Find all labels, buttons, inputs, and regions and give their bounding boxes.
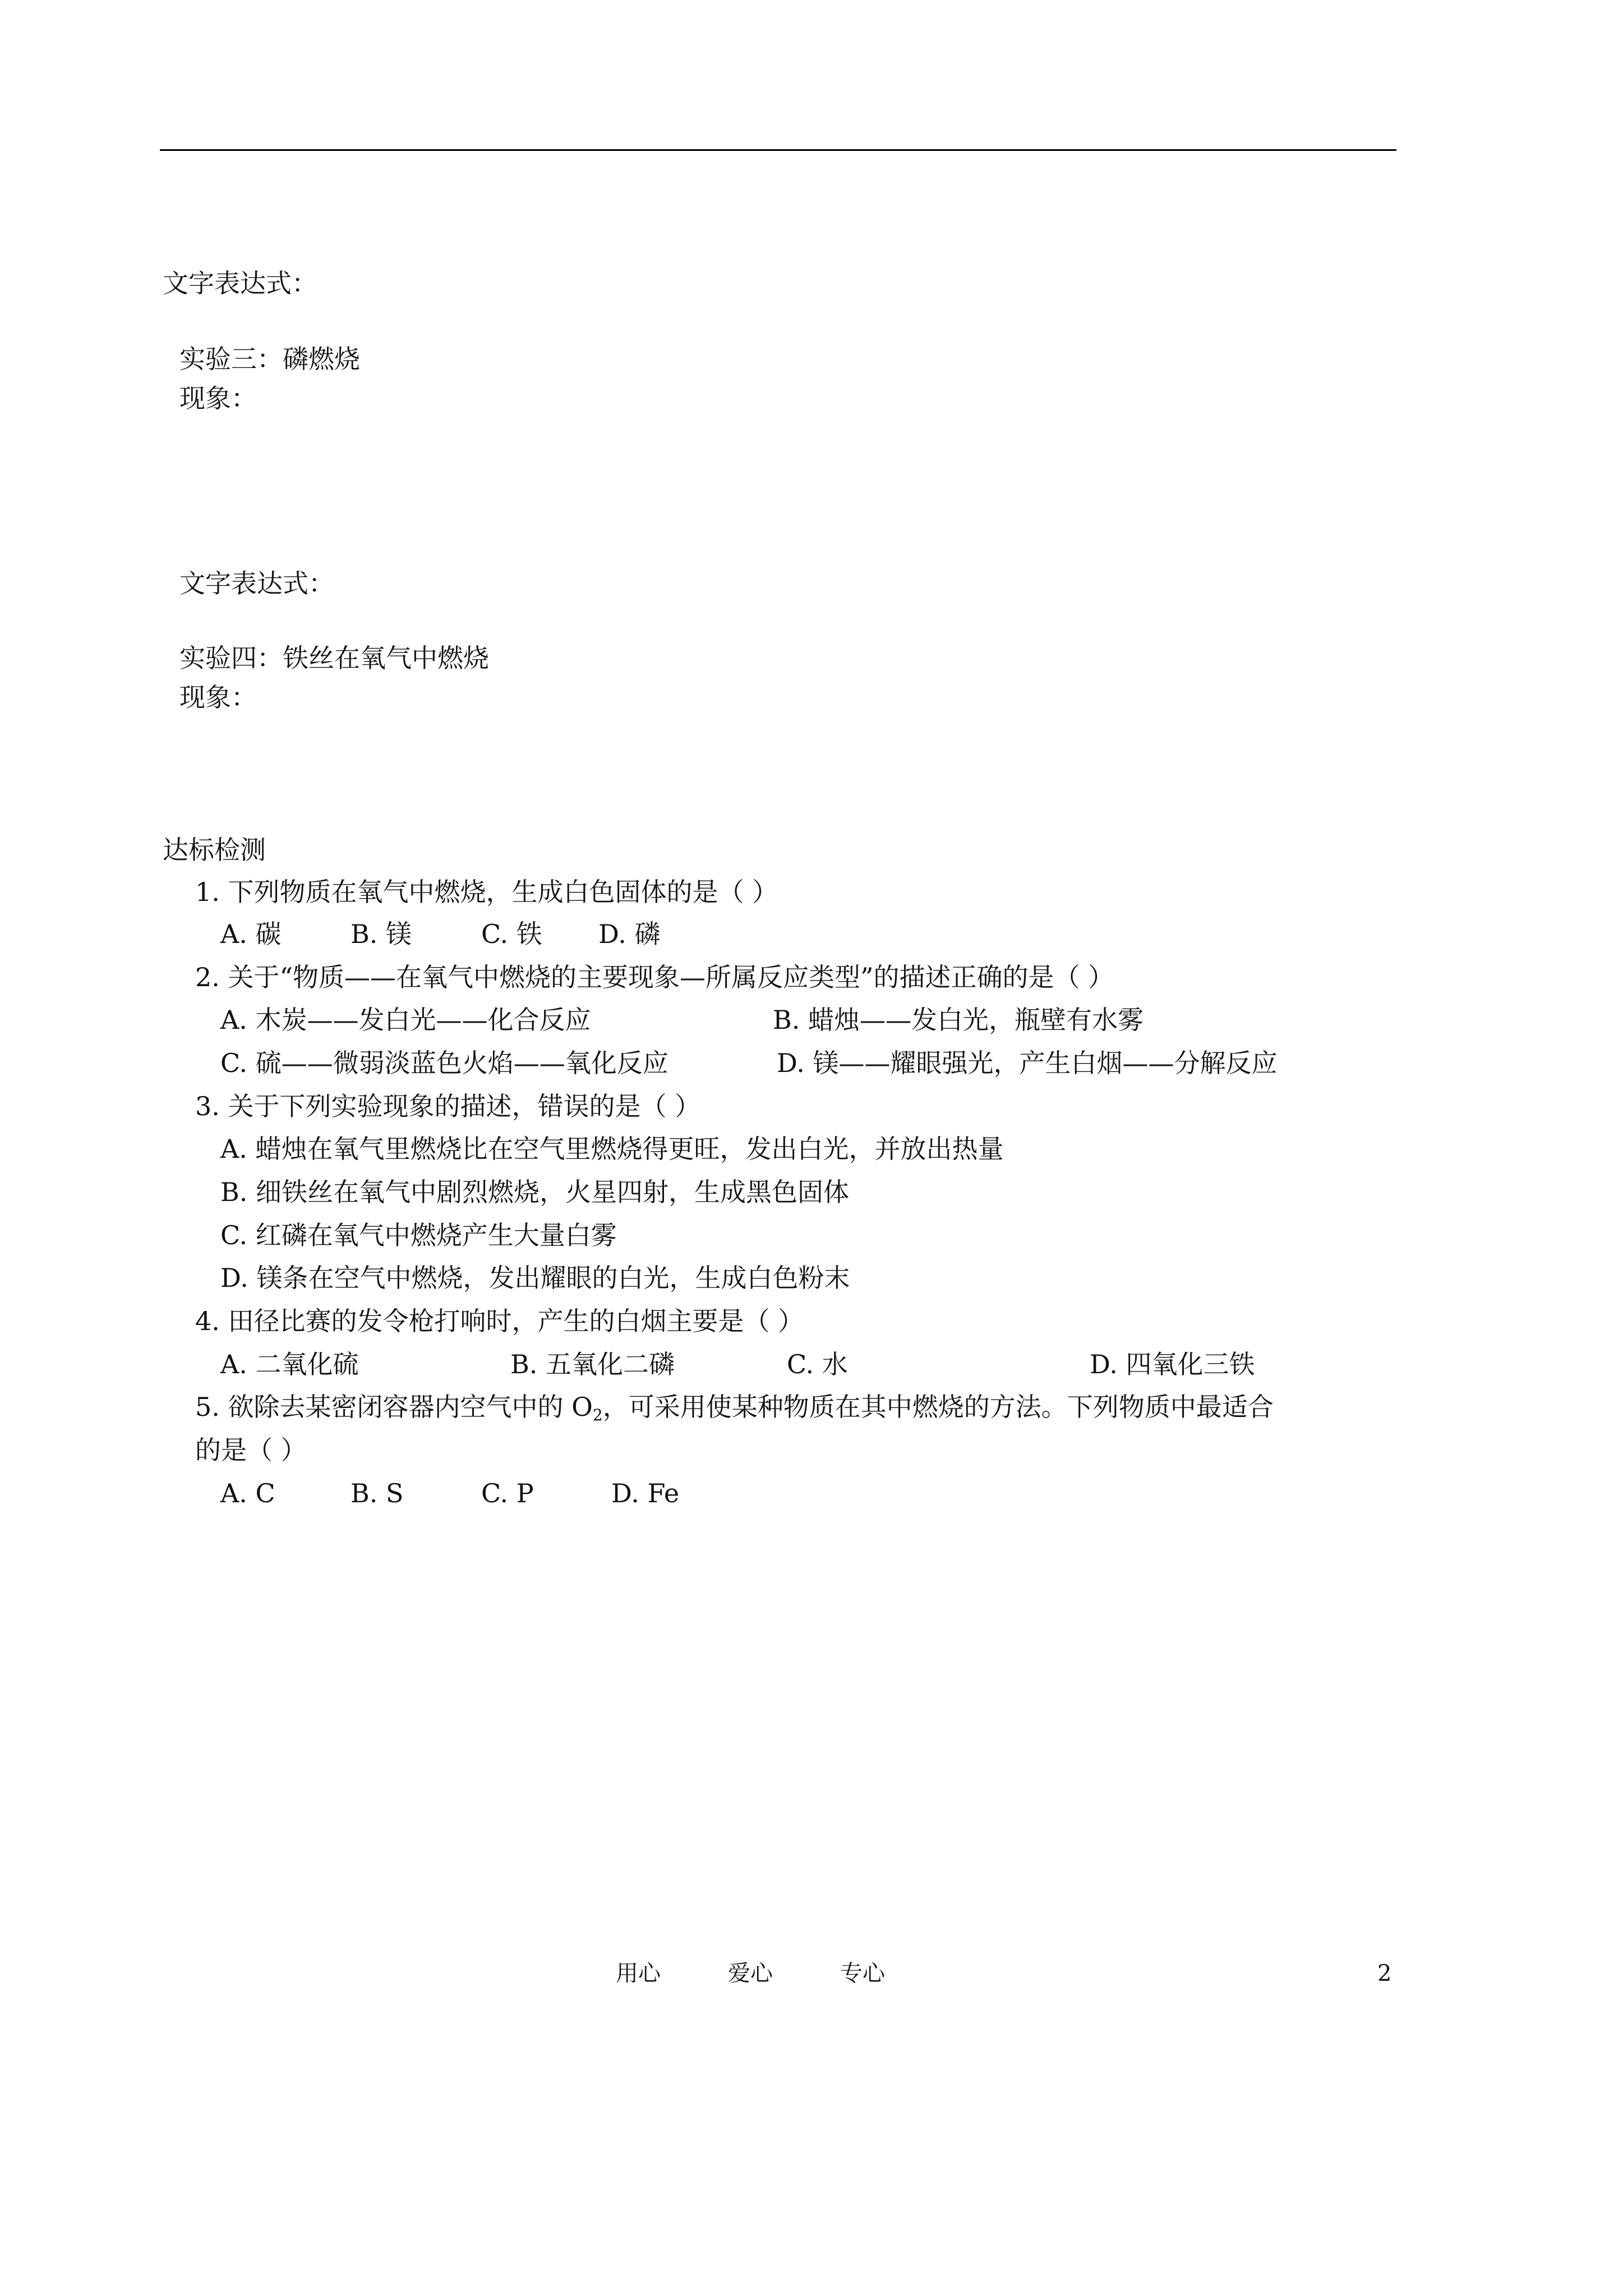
question-4-option-a: A. 二氧化硫 xyxy=(220,1349,359,1379)
question-2-option-b: B. 蜡烛——发白光，瓶壁有水雾 xyxy=(773,1005,1144,1035)
question-3-option-b: B. 细铁丝在氧气中剧烈燃烧，火星四射，生成黑色固体 xyxy=(220,1177,850,1207)
question-5-stem-text-cont: ，可采用使某种物质在其中燃烧的方法。下列物质中最适合 xyxy=(602,1392,1274,1422)
question-1-stem: 1. 下列物质在氧气中燃烧，生成白色固体的是（ ） xyxy=(195,877,778,907)
question-1-option-c: C. 铁 xyxy=(481,919,542,949)
question-3-stem: 3. 关于下列实验现象的描述，错误的是（ ） xyxy=(195,1091,701,1121)
question-5-stem xyxy=(195,1390,1274,1432)
question-4-option-d: D. 四氧化三铁 xyxy=(1090,1349,1255,1379)
question-3-option-d: D. 镁条在空气中燃烧，发出耀眼的白光，生成白色粉末 xyxy=(220,1263,850,1293)
word-expression-label-1: 文字表达式： xyxy=(163,268,317,298)
experiment-4-phenomenon-label: 现象： xyxy=(179,682,257,712)
word-expression-label-2: 文字表达式： xyxy=(179,568,334,599)
footer-motto-2: 爱心 xyxy=(728,1961,773,1986)
experiment-4-title: 实验四：铁丝在氧气中燃烧 xyxy=(179,643,489,673)
question-5-subscript: 2 xyxy=(592,1406,603,1424)
question-5-option-b: B. S xyxy=(351,1478,404,1508)
question-4-stem: 4. 田径比赛的发令枪打响时，产生的白烟主要是（ ） xyxy=(195,1306,804,1336)
question-2-option-c: C. 硫——微弱淡蓝色火焰——氧化反应 xyxy=(220,1048,668,1078)
question-5-option-d: D. Fe xyxy=(611,1478,680,1508)
question-2-stem: 2. 关于“物质——在氧气中燃烧的主要现象—所属反应类型”的描述正确的是（ ） xyxy=(195,962,1114,992)
footer-motto-1: 用心 xyxy=(616,1961,661,1986)
question-1-option-d: D. 磷 xyxy=(598,919,661,949)
question-4-option-c: C. 水 xyxy=(787,1349,848,1379)
question-1-option-b: B. 镁 xyxy=(351,919,412,949)
question-2-option-d: D. 镁——耀眼强光，产生白烟——分解反应 xyxy=(777,1048,1278,1078)
question-5-stem-text: 5. 欲除去某密闭容器内空气中的 O xyxy=(195,1392,593,1422)
question-5-option-c: C. P xyxy=(481,1478,534,1508)
question-4-option-b: B. 五氧化二磷 xyxy=(510,1349,675,1379)
question-5-option-a: A. C xyxy=(220,1478,275,1508)
header-rule xyxy=(160,149,1396,151)
experiment-3-title: 实验三：磷燃烧 xyxy=(179,344,360,374)
experiment-3-phenomenon-label: 现象： xyxy=(179,383,257,413)
page-number: 2 xyxy=(1377,1961,1392,1986)
question-5-stem-line-2: 的是（ ） xyxy=(195,1435,307,1465)
question-1-option-a: A. 碳 xyxy=(220,919,282,949)
footer-motto-3: 专心 xyxy=(840,1961,885,1986)
question-2-option-a: A. 木炭——发白光——化合反应 xyxy=(220,1005,591,1035)
question-3-option-a: A. 蜡烛在氧气里燃烧比在空气里燃烧得更旺，发出白光，并放出热量 xyxy=(220,1134,1004,1164)
quiz-heading: 达标检测 xyxy=(163,835,266,865)
question-3-option-c: C. 红磷在氧气中燃烧产生大量白雾 xyxy=(220,1220,617,1250)
